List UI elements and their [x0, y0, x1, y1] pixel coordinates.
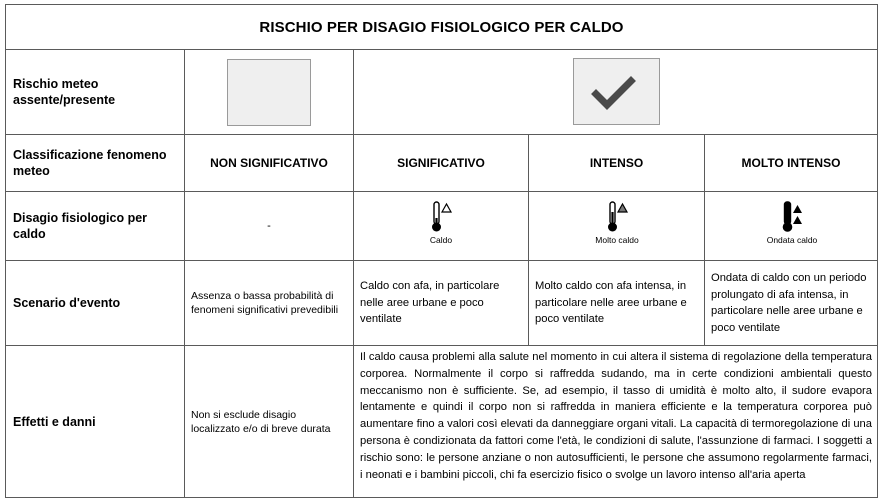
icon-caption: Molto caldo [595, 235, 639, 245]
row-label-effects: Effetti e danni [5, 345, 185, 498]
scenario-intenso: Molto caldo con afa intensa, in particolare nelle aree urbane e poco ventilate [528, 260, 705, 346]
row-label-disagio: Disagio fisiologico per caldo [5, 191, 185, 261]
disagio-none-value: - [184, 191, 354, 261]
thermometer-mid-icon [602, 200, 632, 234]
effects-low: Non si esclude disagio localizzato e/o di breve durata [184, 345, 354, 498]
presence-present-cell [353, 49, 878, 135]
row-label-scenario: Scenario d'evento [5, 260, 185, 346]
level-significativo: SIGNIFICATIVO [353, 134, 529, 192]
thermometer-low-icon [426, 200, 456, 234]
level-non-significativo: NON SIGNIFICATIVO [184, 134, 354, 192]
disagio-molto-intenso-cell [704, 191, 878, 261]
icon-caption: Ondata caldo [766, 235, 818, 245]
icon-caption: Caldo [429, 235, 453, 245]
disagio-significativo-cell [353, 191, 529, 261]
level-intenso: INTENSO [528, 134, 705, 192]
present-checkbox[interactable] [573, 58, 660, 125]
effects-high: Il caldo causa problemi alla salute nel momento in cui altera il sistema di regolazione della temperatura corporea. Normalmente il corpo si raffredda sudando, ma in certe condizioni ambientali questo meccanismo non è sufficiente. Se, ad esempio, il tasso di umidità è molto alto, il sudore evapora lentamente e quindi il corpo non si raffredda in maniera efficiente e la temperatura corporea può aumentare fino a valori così elevati da danneggiare organi vitali. La capacità di termoregolazione di una persona è condizionata da fattori come l'età, le condizioni di salute, l'assunzione di farmaci. I soggetti a rischio sono: le persone anziane o non autosufficienti, le persone che assumono regolarmente farmaci, i neonati e i bambini piccoli, chi fa esercizio fisico o svolge un lavoro intenso all'aria aperta [353, 345, 878, 498]
table-title: RISCHIO PER DISAGIO FISIOLOGICO PER CALDO [5, 4, 878, 50]
scenario-non-significativo: Assenza o bassa probabilità di fenomeni significativi prevedibili [184, 260, 354, 346]
level-molto-intenso: MOLTO INTENSO [704, 134, 878, 192]
disagio-intenso-cell [528, 191, 705, 261]
scenario-molto-intenso: Ondata di caldo con un periodo prolungato di afa intensa, in particolare nelle aree urbane e poco ventilate [704, 260, 878, 346]
checkmark-icon [573, 58, 660, 125]
row-label-classification: Classificazione fenomeno meteo [5, 134, 185, 192]
presence-absent-cell [184, 49, 354, 135]
thermometer-high-icon [777, 200, 807, 234]
row-label-presence: Rischio meteo assente/presente [5, 49, 185, 135]
absent-checkbox[interactable] [227, 59, 311, 126]
scenario-significativo: Caldo con afa, in particolare nelle aree urbane e poco ventilate [353, 260, 529, 346]
